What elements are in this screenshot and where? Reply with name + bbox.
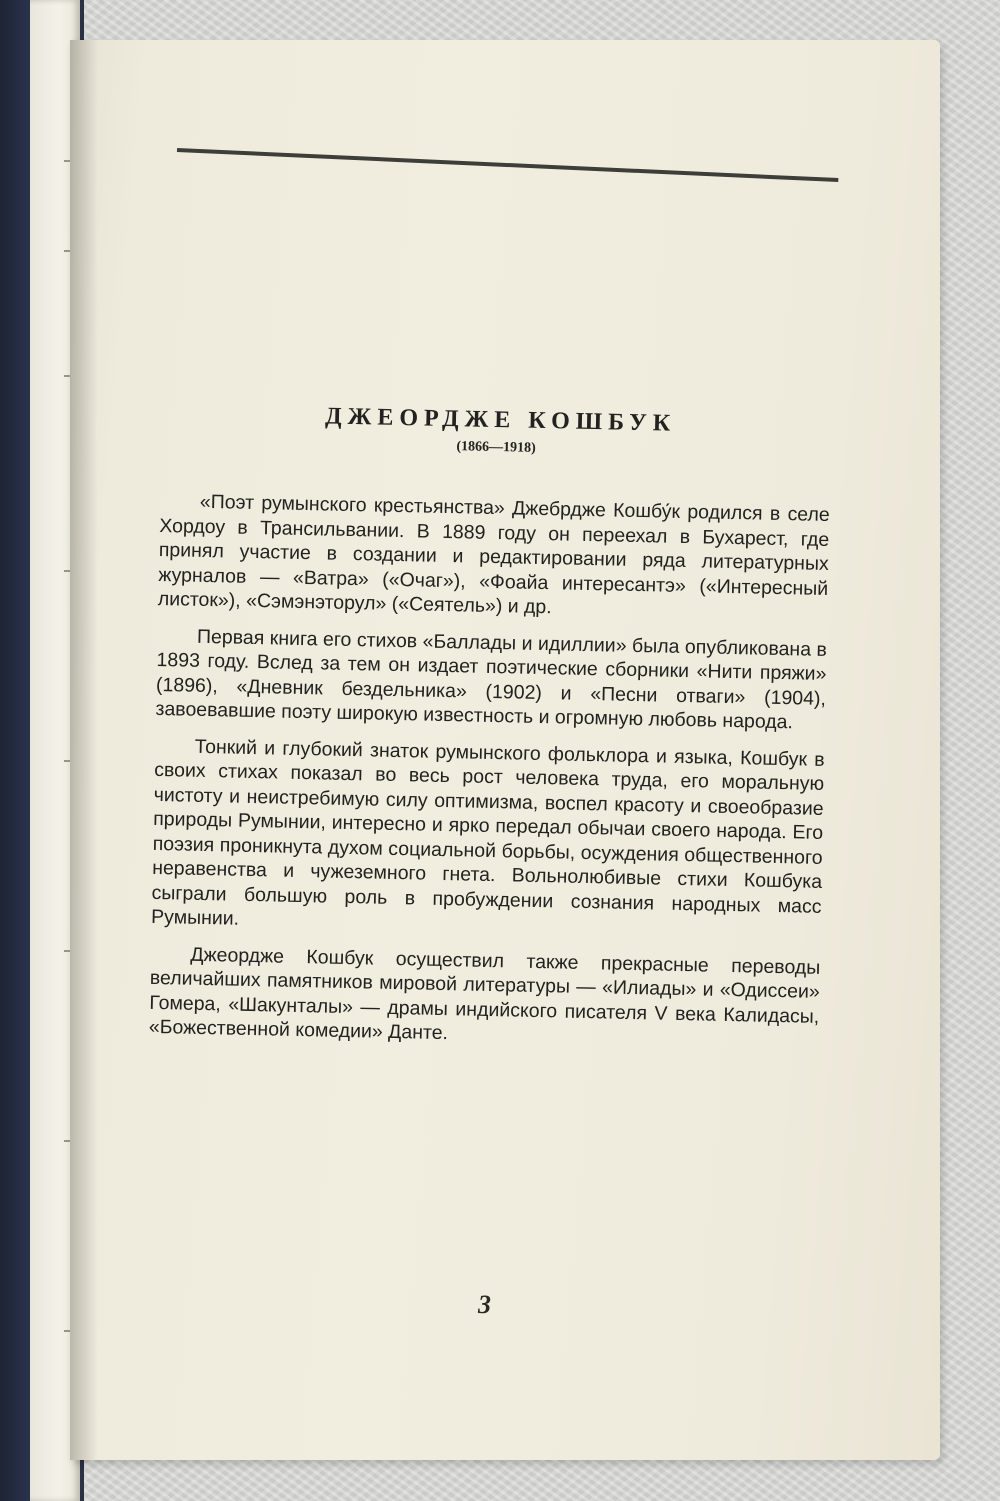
binding-stitch (64, 1330, 70, 1332)
binding-stitch (64, 250, 70, 252)
paragraph: Тонкий и глубокий знаток румынского фольклора и языка, Кошбук в своих стихах показал во весь рост человека труда, его моральную чистоту и неистребимую силу оптимизма, воспел красоту и своеобразие природы Румынии, интересно и ярко передал обычаи своего народа. Его поэзия проникнута духом социальной борьбы, осуждения общественного неравенства и чужеземного гнета. Вольнолюбивые стихи Кошбука сыграли большую роль в пробуждении сознания народных масс Румынии. (150, 735, 825, 930)
page-content (148, 400, 831, 1065)
spine-shadow (70, 40, 98, 1460)
paragraph: Джеордже Кошбук осуществил также прекрасные переводы величайших памятников мировой литературы — «Илиады» и «Одиссеи» Гомера, «Шакунталы» — драмы индийского писателя V века Калидасы, «Божественной комедии» Данте. (148, 943, 821, 1045)
page-title: ДЖЕОРДЖЕ КОШБУК (324, 403, 677, 437)
life-years: (1866—1918) (456, 439, 536, 456)
paragraph: «Поэт румынского крестьянства» Джебрдже Кошбу́к родился в селе Хордоу в Трансильвании. В 1889 году он переехал в Бухарест, где принял участие в создании и редактировании ряда литературных журналов — «Ватра» («Очаг»), «Фоайа интересантэ» («Интересный листок»), «Сэмэнэторул» («Сеятель») и др. (157, 490, 830, 619)
binding-stitch (64, 950, 70, 952)
binding-stitch (64, 570, 70, 572)
binding-stitch (64, 160, 70, 162)
page-number: 3 (478, 1290, 491, 1319)
binding-stitch (64, 375, 70, 377)
paragraph: Первая книга его стихов «Баллады и идиллии» была опубликована в 1893 году. Вслед за тем он издает поэтические сборники «Нити пряжи» (1896), «Дневник бездельника» (1902) и «Песни отваги» (1904), завоевавшие поэту широкую известность и огромную любовь народа. (155, 625, 828, 734)
binding-stitch (64, 760, 70, 762)
binding-stitch (64, 1140, 70, 1142)
